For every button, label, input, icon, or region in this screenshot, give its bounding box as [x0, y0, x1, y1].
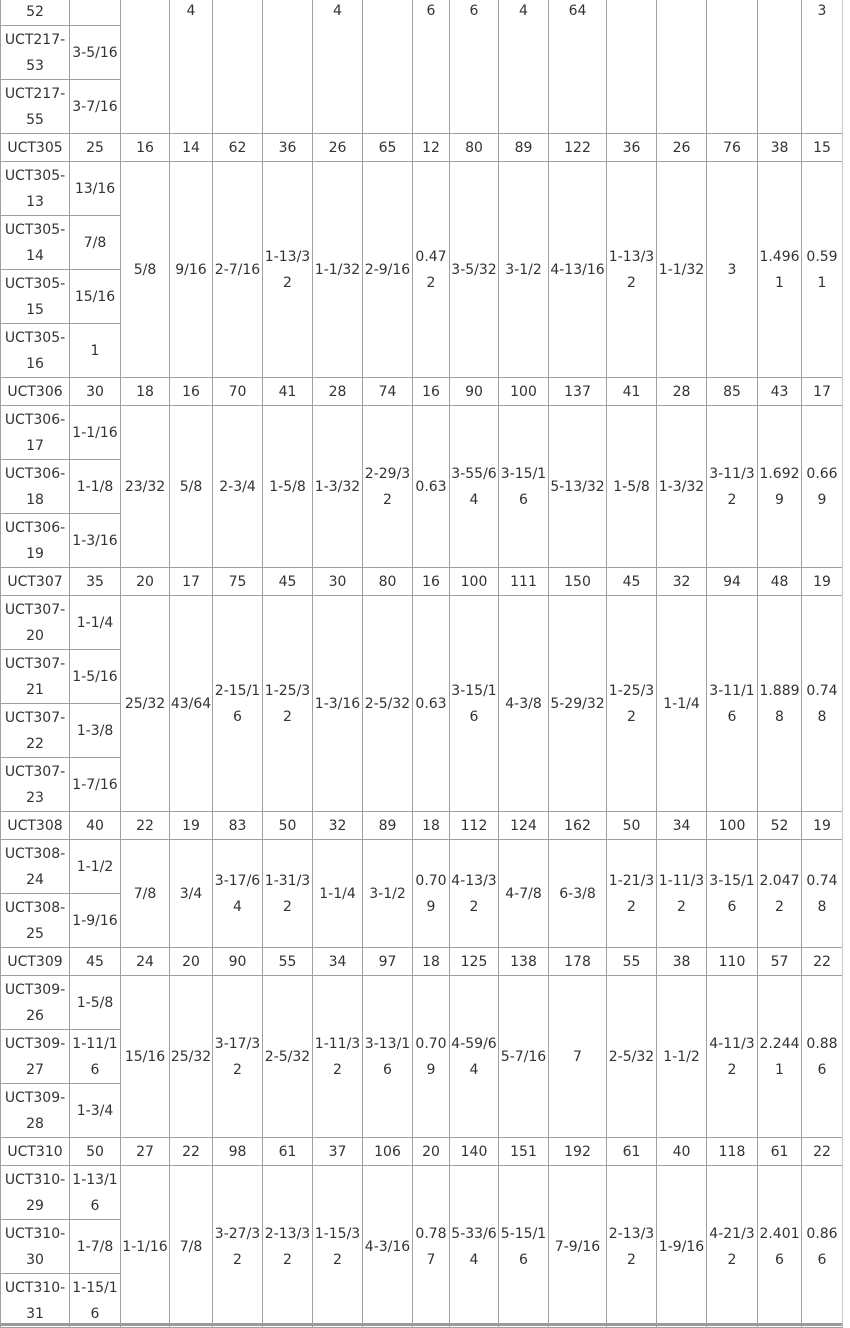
metric-dim-cell: 18: [121, 378, 170, 406]
table-row: [1, 406, 843, 460]
imperial-dim-cell: 2-5/32: [607, 976, 657, 1138]
imperial-dim-cell: 4-11/32: [707, 976, 758, 1138]
imperial-dim-cell: 1.6929: [758, 406, 802, 568]
imperial-dim-cell: 0.472: [413, 162, 450, 378]
imperial-dim-cell: 5-15/16: [499, 1166, 549, 1328]
imperial-dim-cell: 1-31/32: [263, 840, 313, 948]
bore-cell: 1-3/8: [70, 704, 121, 758]
imperial-dim-cell: 1-11/32: [313, 976, 363, 1138]
bore-cell: 3-5/16: [70, 26, 121, 80]
table-row: [1, 378, 843, 406]
metric-dim-cell: 65: [363, 134, 413, 162]
imperial-dim-cell: 0.63: [413, 406, 450, 568]
blank-cell: [758, 0, 802, 134]
model-cell: UCT307-21: [1, 650, 70, 704]
imperial-dim-cell: 43/64: [170, 596, 213, 812]
imperial-dim-cell: 2-13/32: [263, 1166, 313, 1328]
imperial-dim-cell: 0.591: [802, 162, 843, 378]
imperial-dim-cell: 2-29/32: [363, 406, 413, 568]
dim-cell: 4: [499, 0, 549, 134]
bore-cell: 1-9/16: [70, 894, 121, 948]
blank-cell: [657, 0, 707, 134]
metric-dim-cell: 57: [758, 948, 802, 976]
metric-dim-cell: 17: [170, 568, 213, 596]
imperial-dim-cell: 0.709: [413, 976, 450, 1138]
metric-dim-cell: 22: [121, 812, 170, 840]
imperial-dim-cell: 1-1/2: [657, 976, 707, 1138]
imperial-dim-cell: 1-1/16: [121, 1166, 170, 1328]
imperial-dim-cell: 2-3/4: [213, 406, 263, 568]
imperial-dim-cell: 1.8898: [758, 596, 802, 812]
bore-cell: 1-1/16: [70, 406, 121, 460]
imperial-dim-cell: 7-9/16: [549, 1166, 607, 1328]
imperial-dim-cell: 3/4: [170, 840, 213, 948]
metric-dim-cell: 45: [70, 948, 121, 976]
metric-dim-cell: 22: [802, 1138, 843, 1166]
model-cell: UCT305-16: [1, 324, 70, 378]
imperial-dim-cell: 4-3/16: [363, 1166, 413, 1328]
model-cell: UCT307-20: [1, 596, 70, 650]
series-model-cell: UCT306: [1, 378, 70, 406]
imperial-dim-cell: 1-11/32: [657, 840, 707, 948]
metric-dim-cell: 100: [450, 568, 499, 596]
metric-dim-cell: 40: [70, 812, 121, 840]
metric-dim-cell: 20: [121, 568, 170, 596]
imperial-dim-cell: 1-5/8: [607, 406, 657, 568]
metric-dim-cell: 80: [450, 134, 499, 162]
imperial-dim-cell: 2.4016: [758, 1166, 802, 1328]
metric-dim-cell: 55: [607, 948, 657, 976]
imperial-dim-cell: 5/8: [121, 162, 170, 378]
page-right-edge: [842, 0, 843, 1327]
imperial-dim-cell: 3-11/16: [707, 596, 758, 812]
metric-dim-cell: 27: [121, 1138, 170, 1166]
imperial-dim-cell: 1-1/4: [313, 840, 363, 948]
imperial-dim-cell: 23/32: [121, 406, 170, 568]
imperial-dim-cell: 0.866: [802, 1166, 843, 1328]
bore-cell: 7/8: [70, 216, 121, 270]
imperial-dim-cell: 1-15/32: [313, 1166, 363, 1328]
bore-cell: 1-1/8: [70, 460, 121, 514]
metric-dim-cell: 50: [263, 812, 313, 840]
model-cell: UCT309-26: [1, 976, 70, 1030]
metric-dim-cell: 83: [213, 812, 263, 840]
metric-dim-cell: 20: [413, 1138, 450, 1166]
table-row: [1, 596, 843, 650]
table-bottom-border: [0, 1323, 842, 1326]
metric-dim-cell: 70: [213, 378, 263, 406]
metric-dim-cell: 80: [363, 568, 413, 596]
imperial-dim-cell: 0.787: [413, 1166, 450, 1328]
metric-dim-cell: 94: [707, 568, 758, 596]
series-model-cell: UCT309: [1, 948, 70, 976]
table-row: [1, 1138, 843, 1166]
model-cell: UCT306-18: [1, 460, 70, 514]
imperial-dim-cell: 2.0472: [758, 840, 802, 948]
metric-dim-cell: 98: [213, 1138, 263, 1166]
metric-dim-cell: 45: [607, 568, 657, 596]
imperial-dim-cell: 1-3/32: [313, 406, 363, 568]
blank-cell: [121, 0, 170, 134]
imperial-dim-cell: 1-1/32: [657, 162, 707, 378]
imperial-dim-cell: 1-3/32: [657, 406, 707, 568]
imperial-dim-cell: 9/16: [170, 162, 213, 378]
model-cell: UCT305-15: [1, 270, 70, 324]
metric-dim-cell: 48: [758, 568, 802, 596]
dim-cell: 6: [413, 0, 450, 134]
imperial-dim-cell: 2.2441: [758, 976, 802, 1138]
metric-dim-cell: 14: [170, 134, 213, 162]
metric-dim-cell: 34: [313, 948, 363, 976]
imperial-dim-cell: 4-13/16: [549, 162, 607, 378]
metric-dim-cell: 40: [657, 1138, 707, 1166]
model-cell: UCT307-23: [1, 758, 70, 812]
bore-cell: 1-13/16: [70, 1166, 121, 1220]
table-row: [1, 162, 843, 216]
metric-dim-cell: 34: [657, 812, 707, 840]
metric-dim-cell: 32: [657, 568, 707, 596]
bore-cell: 1-5/16: [70, 650, 121, 704]
metric-dim-cell: 22: [170, 1138, 213, 1166]
imperial-dim-cell: 4-59/64: [450, 976, 499, 1138]
imperial-dim-cell: 7: [549, 976, 607, 1138]
metric-dim-cell: 150: [549, 568, 607, 596]
metric-dim-cell: 19: [802, 812, 843, 840]
model-cell: UCT305-13: [1, 162, 70, 216]
imperial-dim-cell: 5/8: [170, 406, 213, 568]
metric-dim-cell: 89: [363, 812, 413, 840]
metric-dim-cell: 75: [213, 568, 263, 596]
imperial-dim-cell: 1-5/8: [263, 406, 313, 568]
metric-dim-cell: 16: [413, 378, 450, 406]
imperial-dim-cell: 1.4961: [758, 162, 802, 378]
metric-dim-cell: 138: [499, 948, 549, 976]
imperial-dim-cell: 2-7/16: [213, 162, 263, 378]
model-cell: UCT307-22: [1, 704, 70, 758]
imperial-dim-cell: 3-15/16: [707, 840, 758, 948]
table-row: [1, 134, 843, 162]
bore-cell: 1-3/16: [70, 514, 121, 568]
blank-cell: [363, 0, 413, 134]
metric-dim-cell: 110: [707, 948, 758, 976]
blank-cell: [707, 0, 758, 134]
metric-dim-cell: 38: [758, 134, 802, 162]
series-model-cell: UCT308: [1, 812, 70, 840]
metric-dim-cell: 162: [549, 812, 607, 840]
dim-cell: 3: [802, 0, 843, 134]
bore-cell: 13/16: [70, 162, 121, 216]
bore-cell: 1-1/2: [70, 840, 121, 894]
model-cell: UCT308-25: [1, 894, 70, 948]
bore-cell: 1-3/4: [70, 1084, 121, 1138]
model-cell: UCT310-29: [1, 1166, 70, 1220]
metric-dim-cell: 36: [607, 134, 657, 162]
model-cell: UCT306-17: [1, 406, 70, 460]
imperial-dim-cell: 3-5/32: [450, 162, 499, 378]
imperial-dim-cell: 15/16: [121, 976, 170, 1138]
metric-dim-cell: 16: [170, 378, 213, 406]
bore-cell: 1-7/16: [70, 758, 121, 812]
metric-dim-cell: 45: [263, 568, 313, 596]
imperial-dim-cell: 4-7/8: [499, 840, 549, 948]
imperial-dim-cell: 3-1/2: [363, 840, 413, 948]
metric-dim-cell: 178: [549, 948, 607, 976]
metric-dim-cell: 25: [70, 134, 121, 162]
bore-cell: 1-1/4: [70, 596, 121, 650]
imperial-dim-cell: 1-21/32: [607, 840, 657, 948]
metric-dim-cell: 90: [450, 378, 499, 406]
model-cell: UCT310-31: [1, 1274, 70, 1328]
imperial-dim-cell: 1-1/4: [657, 596, 707, 812]
imperial-dim-cell: 6-3/8: [549, 840, 607, 948]
imperial-dim-cell: 0.886: [802, 976, 843, 1138]
imperial-dim-cell: 0.709: [413, 840, 450, 948]
imperial-dim-cell: 2-15/16: [213, 596, 263, 812]
metric-dim-cell: 140: [450, 1138, 499, 1166]
imperial-dim-cell: 25/32: [170, 976, 213, 1138]
table-row: [1, 812, 843, 840]
imperial-dim-cell: 4-3/8: [499, 596, 549, 812]
bore-cell: 3-7/16: [70, 80, 121, 134]
imperial-dim-cell: 7/8: [121, 840, 170, 948]
dim-cell: 4: [170, 0, 213, 134]
metric-dim-cell: 61: [263, 1138, 313, 1166]
imperial-dim-cell: 3-27/32: [213, 1166, 263, 1328]
table-row: [1, 976, 843, 1030]
metric-dim-cell: 26: [657, 134, 707, 162]
model-cell: UCT217-53: [1, 26, 70, 80]
series-model-cell: UCT310: [1, 1138, 70, 1166]
metric-dim-cell: 151: [499, 1138, 549, 1166]
metric-dim-cell: 18: [413, 948, 450, 976]
metric-dim-cell: 122: [549, 134, 607, 162]
metric-dim-cell: 19: [170, 812, 213, 840]
metric-dim-cell: 124: [499, 812, 549, 840]
metric-dim-cell: 61: [607, 1138, 657, 1166]
imperial-dim-cell: 3: [707, 162, 758, 378]
metric-dim-cell: 17: [802, 378, 843, 406]
dim-cell: 6: [450, 0, 499, 134]
metric-dim-cell: 24: [121, 948, 170, 976]
model-cell: UCT309-28: [1, 1084, 70, 1138]
metric-dim-cell: 43: [758, 378, 802, 406]
bore-cell: 1-11/16: [70, 1030, 121, 1084]
metric-dim-cell: 32: [313, 812, 363, 840]
bore-cell: 15/16: [70, 270, 121, 324]
metric-dim-cell: 16: [121, 134, 170, 162]
imperial-dim-cell: 5-33/64: [450, 1166, 499, 1328]
metric-dim-cell: 22: [802, 948, 843, 976]
table-row: [1, 840, 843, 894]
metric-dim-cell: 61: [758, 1138, 802, 1166]
metric-dim-cell: 30: [313, 568, 363, 596]
metric-dim-cell: 125: [450, 948, 499, 976]
dim-cell: 64: [549, 0, 607, 134]
model-cell: UCT310-30: [1, 1220, 70, 1274]
model-cell: UCT217-55: [1, 80, 70, 134]
imperial-dim-cell: 2-5/32: [363, 596, 413, 812]
metric-dim-cell: 118: [707, 1138, 758, 1166]
metric-dim-cell: 76: [707, 134, 758, 162]
metric-dim-cell: 20: [170, 948, 213, 976]
metric-dim-cell: 18: [413, 812, 450, 840]
imperial-dim-cell: 4-13/32: [450, 840, 499, 948]
metric-dim-cell: 50: [607, 812, 657, 840]
metric-dim-cell: 100: [707, 812, 758, 840]
imperial-dim-cell: 5-29/32: [549, 596, 607, 812]
imperial-dim-cell: 3-15/16: [499, 406, 549, 568]
imperial-dim-cell: 0.669: [802, 406, 843, 568]
metric-dim-cell: 28: [313, 378, 363, 406]
imperial-dim-cell: 5-7/16: [499, 976, 549, 1138]
imperial-dim-cell: 3-17/64: [213, 840, 263, 948]
table-row: [1, 948, 843, 976]
imperial-dim-cell: 0.748: [802, 840, 843, 948]
metric-dim-cell: 26: [313, 134, 363, 162]
metric-dim-cell: 90: [213, 948, 263, 976]
blank-cell: [213, 0, 263, 134]
metric-dim-cell: 112: [450, 812, 499, 840]
metric-dim-cell: 85: [707, 378, 758, 406]
imperial-dim-cell: 5-13/32: [549, 406, 607, 568]
imperial-dim-cell: 1-9/16: [657, 1166, 707, 1328]
table-row: [1, 0, 843, 26]
model-cell: UCT309-27: [1, 1030, 70, 1084]
blank-cell: [607, 0, 657, 134]
metric-dim-cell: 100: [499, 378, 549, 406]
metric-dim-cell: 106: [363, 1138, 413, 1166]
imperial-dim-cell: 3-13/16: [363, 976, 413, 1138]
metric-dim-cell: 137: [549, 378, 607, 406]
imperial-dim-cell: 3-17/32: [213, 976, 263, 1138]
series-model-cell: UCT307: [1, 568, 70, 596]
imperial-dim-cell: 3-55/64: [450, 406, 499, 568]
metric-dim-cell: 37: [313, 1138, 363, 1166]
bore-cell: [70, 0, 121, 26]
bore-cell: 1-7/8: [70, 1220, 121, 1274]
table-row: [1, 1166, 843, 1220]
metric-dim-cell: 89: [499, 134, 549, 162]
dim-cell: 4: [313, 0, 363, 134]
imperial-dim-cell: 7/8: [170, 1166, 213, 1328]
imperial-dim-cell: 1-3/16: [313, 596, 363, 812]
metric-dim-cell: 30: [70, 378, 121, 406]
imperial-dim-cell: 3-15/16: [450, 596, 499, 812]
bore-cell: 1-5/8: [70, 976, 121, 1030]
imperial-dim-cell: 3-1/2: [499, 162, 549, 378]
blank-cell: [263, 0, 313, 134]
metric-dim-cell: 62: [213, 134, 263, 162]
imperial-dim-cell: 1-1/32: [313, 162, 363, 378]
imperial-dim-cell: 1-13/32: [263, 162, 313, 378]
bore-cell: 1: [70, 324, 121, 378]
table-row: [1, 568, 843, 596]
series-model-cell: UCT305: [1, 134, 70, 162]
metric-dim-cell: 35: [70, 568, 121, 596]
metric-dim-cell: 41: [263, 378, 313, 406]
imperial-dim-cell: 4-21/32: [707, 1166, 758, 1328]
model-cell: UCT306-19: [1, 514, 70, 568]
imperial-dim-cell: 25/32: [121, 596, 170, 812]
imperial-dim-cell: 0.748: [802, 596, 843, 812]
metric-dim-cell: 12: [413, 134, 450, 162]
metric-dim-cell: 55: [263, 948, 313, 976]
metric-dim-cell: 111: [499, 568, 549, 596]
metric-dim-cell: 28: [657, 378, 707, 406]
imperial-dim-cell: 1-25/32: [263, 596, 313, 812]
metric-dim-cell: 192: [549, 1138, 607, 1166]
bore-cell: 1-15/16: [70, 1274, 121, 1328]
metric-dim-cell: 38: [657, 948, 707, 976]
model-cell: UCT305-14: [1, 216, 70, 270]
imperial-dim-cell: 0.63: [413, 596, 450, 812]
imperial-dim-cell: 1-25/32: [607, 596, 657, 812]
model-cell: 52: [1, 0, 70, 26]
metric-dim-cell: 41: [607, 378, 657, 406]
metric-dim-cell: 16: [413, 568, 450, 596]
imperial-dim-cell: 2-5/32: [263, 976, 313, 1138]
imperial-dim-cell: 2-9/16: [363, 162, 413, 378]
imperial-dim-cell: 2-13/32: [607, 1166, 657, 1328]
metric-dim-cell: 15: [802, 134, 843, 162]
imperial-dim-cell: 3-11/32: [707, 406, 758, 568]
metric-dim-cell: 19: [802, 568, 843, 596]
metric-dim-cell: 74: [363, 378, 413, 406]
imperial-dim-cell: 1-13/32: [607, 162, 657, 378]
metric-dim-cell: 52: [758, 812, 802, 840]
metric-dim-cell: 50: [70, 1138, 121, 1166]
metric-dim-cell: 97: [363, 948, 413, 976]
metric-dim-cell: 36: [263, 134, 313, 162]
model-cell: UCT308-24: [1, 840, 70, 894]
